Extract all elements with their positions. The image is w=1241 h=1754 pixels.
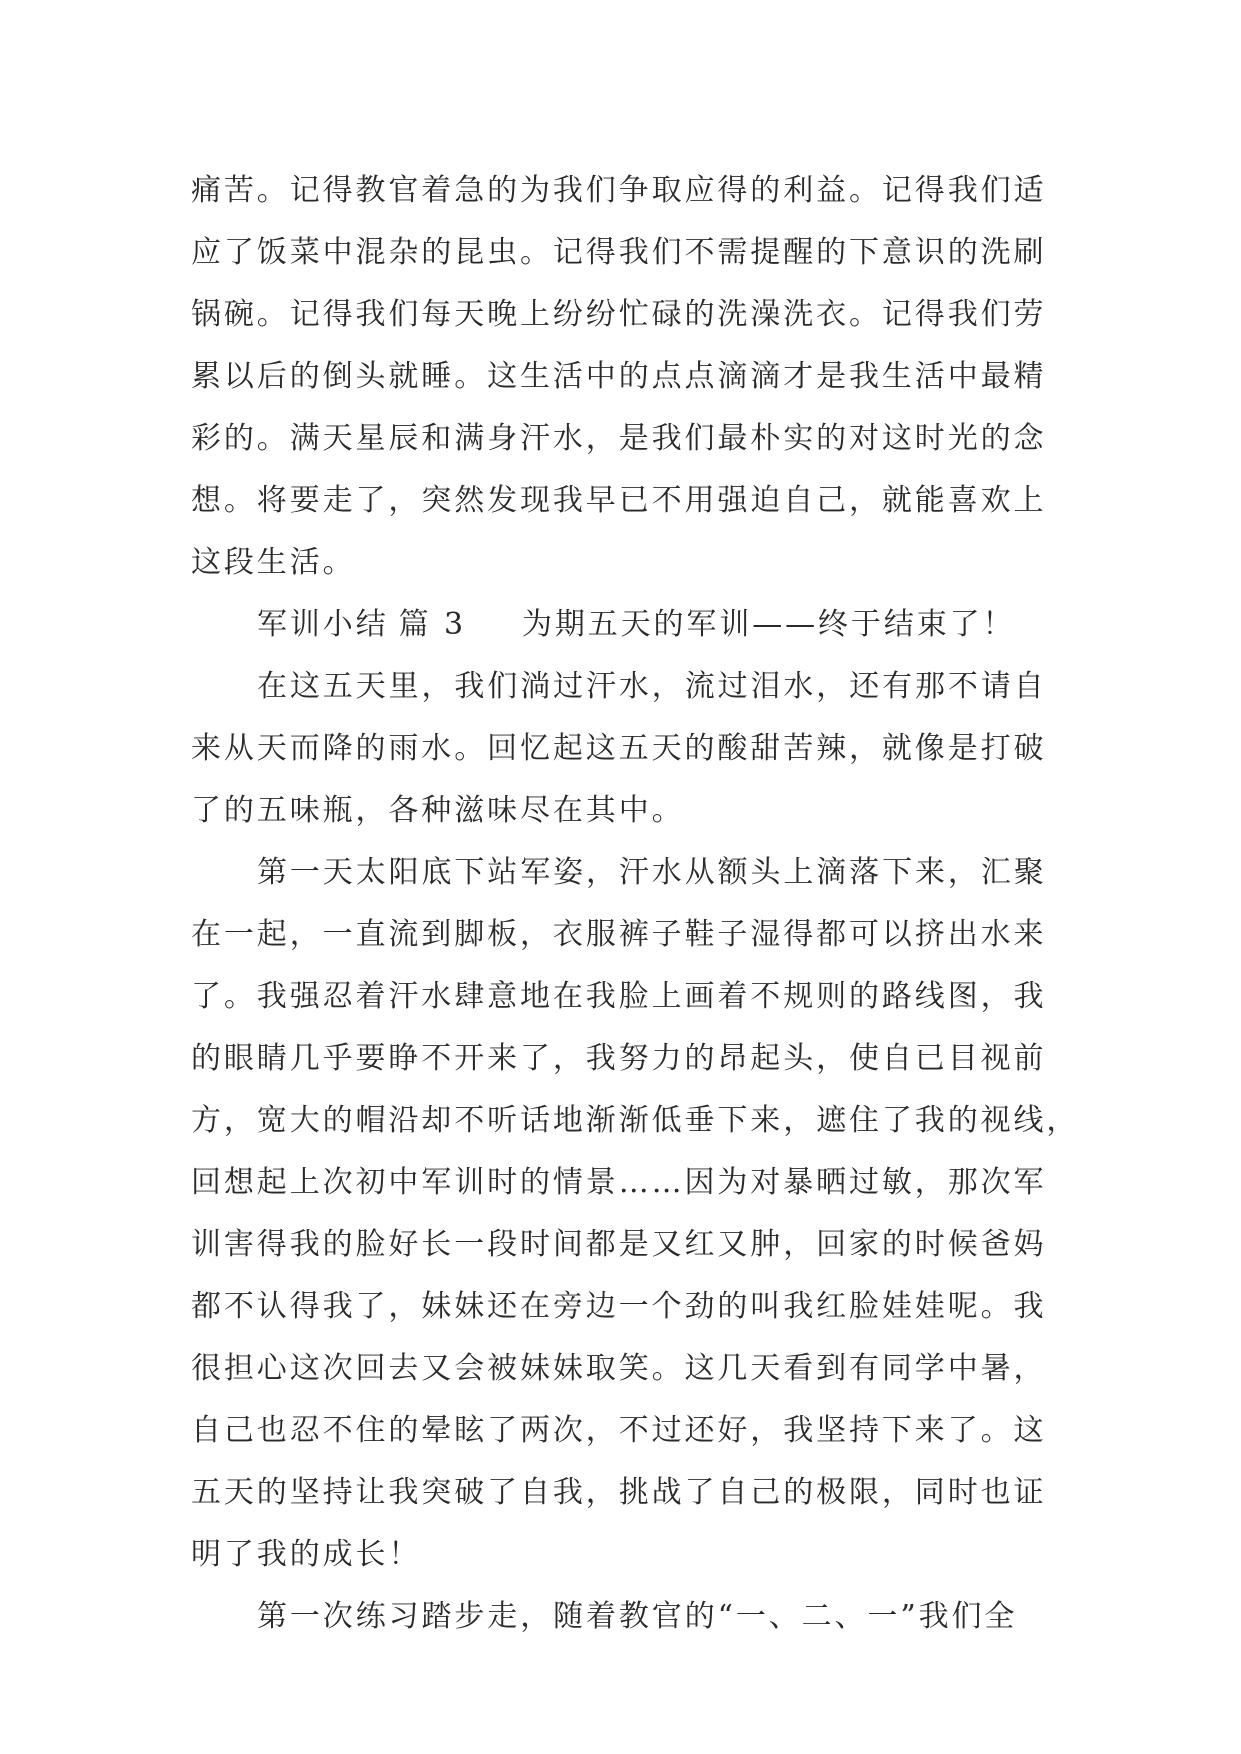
text-line: 累以后的倒头就睡。这生活中的点点滴滴才是我生活中最精 — [191, 359, 1047, 394]
text-line: 回想起上次初中军训时的情景……因为对暴晒过敏，那次军 — [191, 1165, 1047, 1200]
text-line: 的眼睛几乎要睁不开来了，我努力的昂起头，使自已目视前 — [191, 1041, 1047, 1076]
text-line: 锅碗。记得我们每天晚上纷纷忙碌的洗澡洗衣。记得我们劳 — [191, 297, 1047, 332]
text-line: 方，宽大的帽沿却不听话地渐渐低垂下来，遮住了我的视线， — [191, 1103, 1080, 1138]
text-line: 第一次练习踏步走，随着教官的“一、二、一”我们全 — [257, 1599, 1018, 1634]
heading-part: 篇 3 — [398, 607, 466, 642]
text-line: 彩的。满天星辰和满身汗水，是我们最朴实的对这时光的念 — [191, 421, 1047, 456]
text-line: 在这五天里，我们淌过汗水，流过泪水，还有那不请自 — [257, 669, 1047, 704]
text-line: 了的五味瓶，各种滋味尽在其中。 — [191, 793, 685, 828]
text-line: 想。将要走了，突然发现我早已不用强迫自己，就能喜欢上 — [191, 483, 1047, 518]
text-line: 来从天而降的雨水。回忆起这五天的酸甜苦辣，就像是打破 — [191, 731, 1047, 766]
text-line: 这段生活。 — [191, 545, 356, 580]
section-heading — [191, 594, 1051, 656]
text-line: 在一起，一直流到脚板，衣服裤子鞋子湿得都可以挤出水来 — [191, 917, 1047, 952]
text-line: 五天的坚持让我突破了自我，挑战了自己的极限，同时也证 — [191, 1475, 1047, 1510]
text-line: 第一天太阳底下站军姿，汗水从额头上滴落下来，汇聚 — [257, 855, 1047, 890]
document-body — [191, 160, 1080, 1648]
text-line: 痛苦。记得教官着急的为我们争取应得的利益。记得我们适 — [191, 173, 1047, 208]
text-line: 自己也忍不住的晕眩了两次，不过还好，我坚持下来了。这 — [191, 1413, 1047, 1448]
text-line: 都不认得我了，妹妹还在旁边一个劲的叫我红脸娃娃呢。我 — [191, 1289, 1047, 1324]
text-line: 应了饭菜中混杂的昆虫。记得我们不需提醒的下意识的洗刷 — [191, 235, 1047, 270]
text-line: 明了我的成长！ — [191, 1537, 422, 1572]
heading-title: 军训小结 — [257, 607, 389, 642]
heading-subtitle: 为期五天的军训——终于结束了！ — [521, 607, 1016, 642]
text-line: 很担心这次回去又会被妹妹取笑。这几天看到有同学中暑， — [191, 1351, 1047, 1386]
text-line: 了。我强忍着汗水肆意地在我脸上画着不规则的路线图，我 — [191, 979, 1047, 1014]
text-line: 训害得我的脸好长一段时间都是又红又肿，回家的时候爸妈 — [191, 1227, 1047, 1262]
